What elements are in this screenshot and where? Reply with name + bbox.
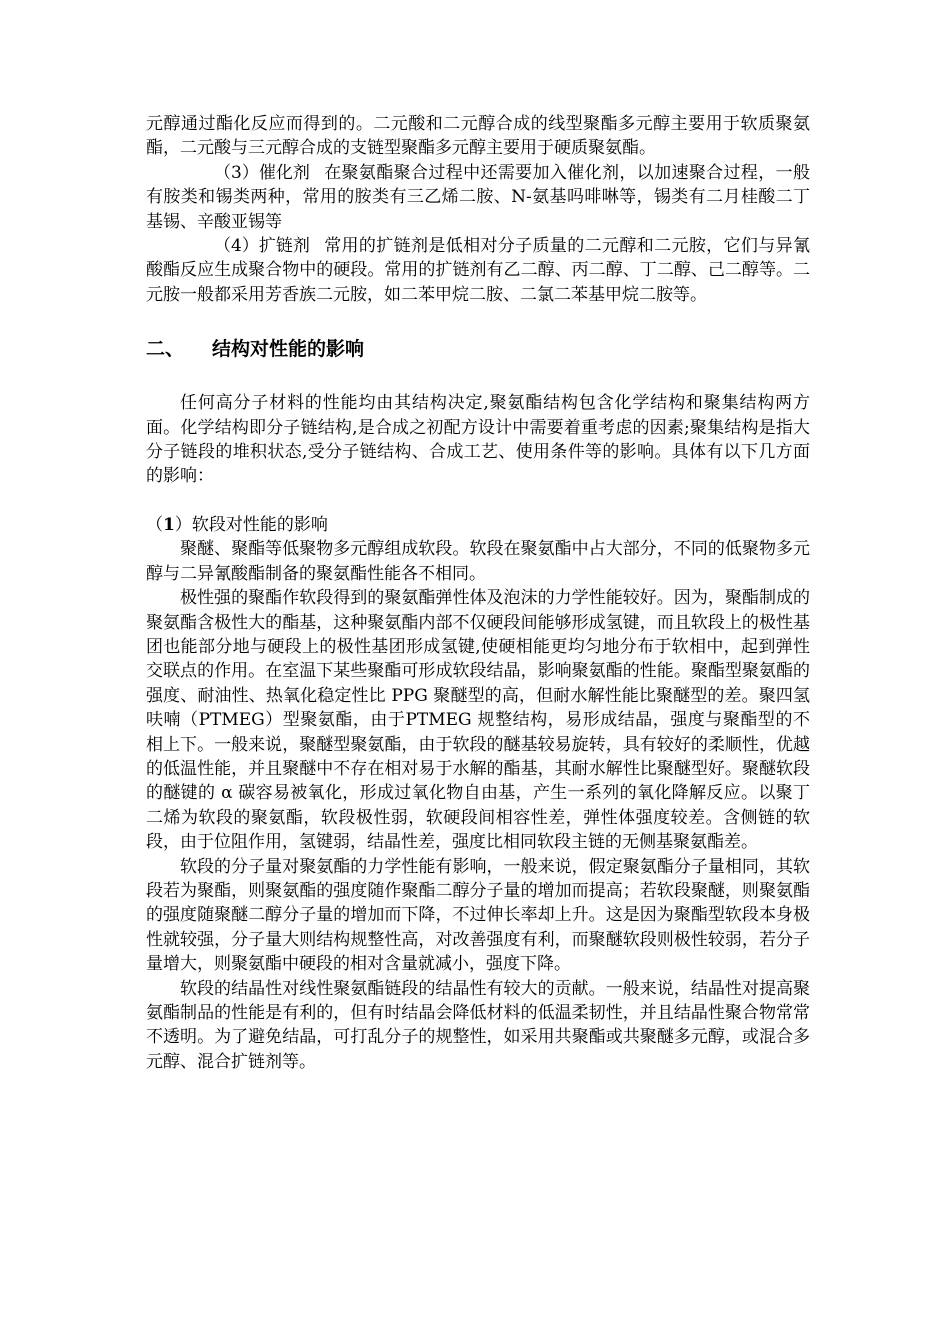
section-number: 二、 <box>146 338 185 361</box>
subsection-open: （ <box>146 514 163 535</box>
section-heading <box>146 335 810 363</box>
paragraph-polyester-polyol: 元醇通过酯化反应而得到的。二元酸和二元醇合成的线型聚酯多元醇主要用于软质聚氨酯，二元酸与三元醇合成的支链型聚酯多元醇主要用于硬质聚氨酯。 <box>146 114 810 159</box>
paragraph-molecular-weight: 软段的分子量对聚氨酯的力学性能有影响，一般来说，假定聚氨酯分子量相同，其软段若为聚酯，则聚氨酯的强度随作聚酯二醇分子量的增加而提高；若软段聚醚，则聚氨酯的强度随聚醚二醇分子量的增加而下降，不过伸长率却上升。这是因为聚酯型软段本身极性就较强，分子量大则结构规整性高，对改善强度有利，而聚醚软段则极性较弱，若分子量增大，则聚氨酯中硬段的相对含量就减小，强度下降。 <box>146 856 810 975</box>
chain-extender-text: 常用的扩链剂是低相对分子质量的二元醇和二元胺，它们与异氰酸酯反应生成聚合物中的硬段。常用的扩链剂有乙二醇、丙二醇、丁二醇、己二醇等。二元胺一般都采用芳香族二元胺，如二苯甲烷二胺、二氯二苯基甲烷二胺等。 <box>146 236 810 305</box>
subsection-heading <box>146 513 810 537</box>
chain-extender-term: （4）扩链剂 <box>214 236 310 257</box>
paragraph-soft-segment-intro: 聚醚、聚酯等低聚物多元醇组成软段。软段在聚氨酯中占大部分，不同的低聚物多元醇与二异氰酸酯制备的聚氨酯性能各不相同。 <box>146 539 810 584</box>
spacer <box>146 363 810 391</box>
catalyst-text: 在聚氨酯聚合过程中还需要加入催化剂，以加速聚合过程，一般有胺类和锡类两种，常用的胺类有三乙烯二胺、N-氨基吗啡啉等，锡类有二月桂酸二丁基锡、辛酸亚锡等 <box>146 162 810 232</box>
section-title: 结构对性能的影响 <box>212 338 365 361</box>
paragraph-crystallinity: 软段的结晶性对线性聚氨酯链段的结晶性有较大的贡献。一般来说，结晶性对提高聚氨酯制品的性能是有利的，但有时结晶会降低材料的低温柔韧性，并且结晶性聚合物常常不透明。为了避免结晶，可打乱分子的规整性，如采用共聚酯或共聚醚多元醇，或混合多元醇、混合扩链剂等。 <box>146 978 810 1072</box>
document-page <box>146 112 810 1074</box>
catalyst-term: （3）催化剂 <box>214 162 310 183</box>
paragraph-chain-extender <box>146 234 810 307</box>
spacer <box>146 489 810 513</box>
subsection-title: ）软段对性能的影响 <box>174 514 328 535</box>
paragraph-intro: 任何高分子材料的性能均由其结构决定,聚氨酯结构包含化学结构和聚集结构两方面。化学结构即分子链结构,是合成之初配方设计中需要着重考虑的因素;聚集结构是指大分子链段的堆积状态,受分子链结构、合成工艺、使用条件等的影响。具体有以下几方面的影响： <box>146 393 810 487</box>
paragraph-catalyst <box>146 161 810 234</box>
paragraph-polarity: 极性强的聚酯作软段得到的聚氨酯弹性体及泡沫的力学性能较好。因为，聚酯制成的聚氨酯含极性大的酯基，这种聚氨酯内部不仅硬段间能够形成氢键，而且软段上的极性基团也能部分地与硬段上的极性基团形成氢键,使硬相能更均匀地分布于软相中，起到弹性交联点的作用。在室温下某些聚酯可形成软段结晶，影响聚氨酯的性能。聚酯型聚氨酯的强度、耐油性、热氧化稳定性比 PPG 聚醚型的高，但耐水解性能比聚醚型的差。聚四氢呋喃（PTMEG）型聚氨酯，由于PTMEG 规整结构，易形成结晶，强度与聚酯型的不相上下。一般来说，聚醚型聚氨酯，由于软段的醚基较易旋转，具有较好的柔顺性，优越的低温性能，并且聚醚中不存在相对易于水解的酯基，其耐水解性比聚醚型好。聚醚软段的醚键的 α 碳容易被氧化，形成过氧化物自由基，产生一系列的氧化降解反应。以聚丁二烯为软段的聚氨酯，软段极性弱，软硬段间相容性差，弹性体强度较差。含侧链的软段，由于位阻作用，氢键弱，结晶性差，强度比相同软段主链的无侧基聚氨酯差。 <box>146 588 810 853</box>
spacer <box>146 307 810 335</box>
subsection-number: 1 <box>163 514 175 535</box>
